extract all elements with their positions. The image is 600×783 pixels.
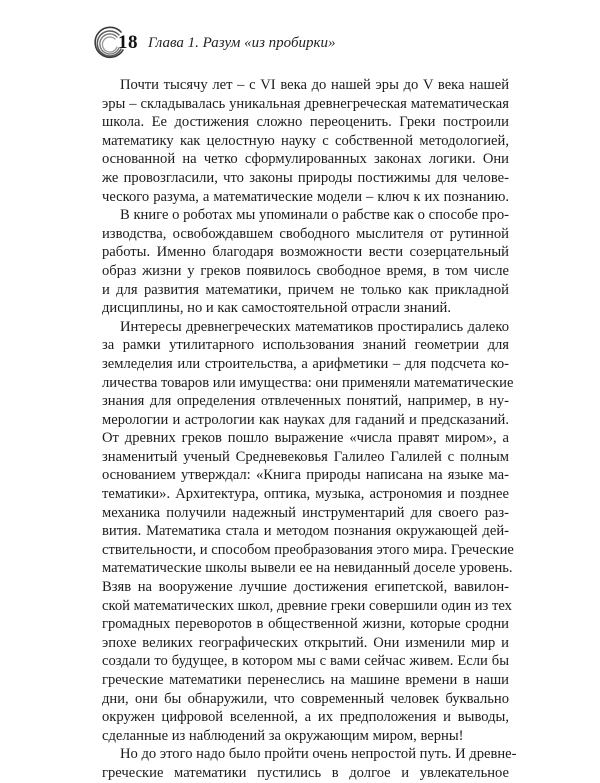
text-line: работы. Именно благодаря возможности вести созерцательный bbox=[102, 244, 509, 261]
text-line: математику как целостную науку с собственной методологией, bbox=[102, 132, 509, 149]
paragraph bbox=[102, 76, 509, 206]
text-line: ской математических школ, древние греки совершили один из тех bbox=[102, 597, 512, 614]
text-line: образ жизни у греков появилось свободное время, в том числе bbox=[102, 262, 509, 279]
paragraph bbox=[102, 318, 514, 746]
text-line: ческого разума, а математические модели – ключ к их познанию. bbox=[102, 188, 509, 205]
text-line: механика получили надежный инструментарий для своего раз- bbox=[102, 504, 509, 521]
text-line: личества товаров или имущества: они применяли математические bbox=[102, 374, 514, 391]
paragraph bbox=[102, 206, 509, 318]
text-line: Интересы древнегреческих математиков простирались далеко bbox=[120, 318, 509, 335]
text-line: эпохе великих географических открытий. Они изменили мир и bbox=[102, 634, 509, 651]
text-line: основанием утверждал: «Книга природы написана на языке ма- bbox=[102, 467, 509, 484]
text-line: знания для определения отвлеченных понятий, например, в ну- bbox=[102, 393, 509, 410]
text-line: земледелия или строительства, а арифметики – для подсчета ко- bbox=[102, 355, 509, 372]
text-line: тематики». Архитектура, оптика, музыка, астрономия и позднее bbox=[102, 486, 509, 503]
text-line: мерологии и астрологии как науках для гаданий и предсказаний. bbox=[102, 411, 509, 428]
text-line: изводства, освобождавшем свободного мыслителя от рутинной bbox=[102, 225, 509, 242]
text-line: эры – складывалась уникальная древнегреческая математическая bbox=[102, 95, 509, 112]
text-line: В книге о роботах мы упоминали о рабстве как о способе про- bbox=[120, 207, 509, 224]
text-line: окружен цифровой вселенной, а их предположения и выводы, bbox=[102, 709, 509, 726]
text-line: От древних греков пошло выражение «числа правят миром», а bbox=[102, 430, 509, 447]
text-line: греческие математики пустились в долгое и увлекательное bbox=[102, 764, 509, 781]
text-line: Взяв на вооружение лучшие достижения египетской, вавилон- bbox=[102, 579, 509, 596]
text-line: вития. Математика стала и методом познания окружающей дей- bbox=[102, 523, 509, 540]
text-line: и для развития математики, причем не только как прикладной bbox=[102, 281, 509, 298]
paragraph bbox=[102, 745, 517, 782]
text-line: за рамки утилитарного использования знаний геометрии для bbox=[102, 337, 509, 354]
text-line: основанной на четко сформулированных законах логики. Они bbox=[102, 151, 509, 168]
text-line: сделанные из наблюдений за окружающим миром, верны! bbox=[102, 727, 464, 744]
text-line: ствительности, и способом преобразования этого мира. Греческие bbox=[102, 541, 514, 558]
text-line: дни, они бы обнаружили, что современный человек буквально bbox=[102, 690, 509, 707]
text-line: школа. Ее достижения сложно переоценить. Греки построили bbox=[102, 114, 509, 131]
text-line: греческие математики перенеслись на машине времени в наши bbox=[102, 672, 509, 688]
page-header bbox=[92, 26, 562, 66]
text-line: громадных переворотов в общественной жизни, которые сродни bbox=[102, 616, 509, 633]
text-line: создали то будущее, в котором мы с вами сейчас живем. Если бы bbox=[102, 653, 509, 670]
text-line: Почти тысячу лет – с VI века до нашей эры до V века нашей bbox=[120, 77, 509, 93]
text-line: дисциплины, но и как самостоятельной отрасли знаний. bbox=[102, 300, 452, 317]
chapter-title: Глава 1. Разум «из пробирки» bbox=[148, 35, 336, 51]
text-line: Но до этого надо было пройти очень непростой путь. И древне- bbox=[120, 746, 517, 763]
page-number: 18 bbox=[118, 32, 138, 53]
body-text bbox=[102, 76, 517, 783]
text-line: же провозгласили, что законы природы постижимы для челове- bbox=[102, 169, 509, 186]
text-line: знаменитый ученый Средневековья Галилео Галилей с полным bbox=[102, 448, 509, 465]
text-line: математические школы вывели ее на невиданный доселе уровень. bbox=[102, 560, 513, 577]
